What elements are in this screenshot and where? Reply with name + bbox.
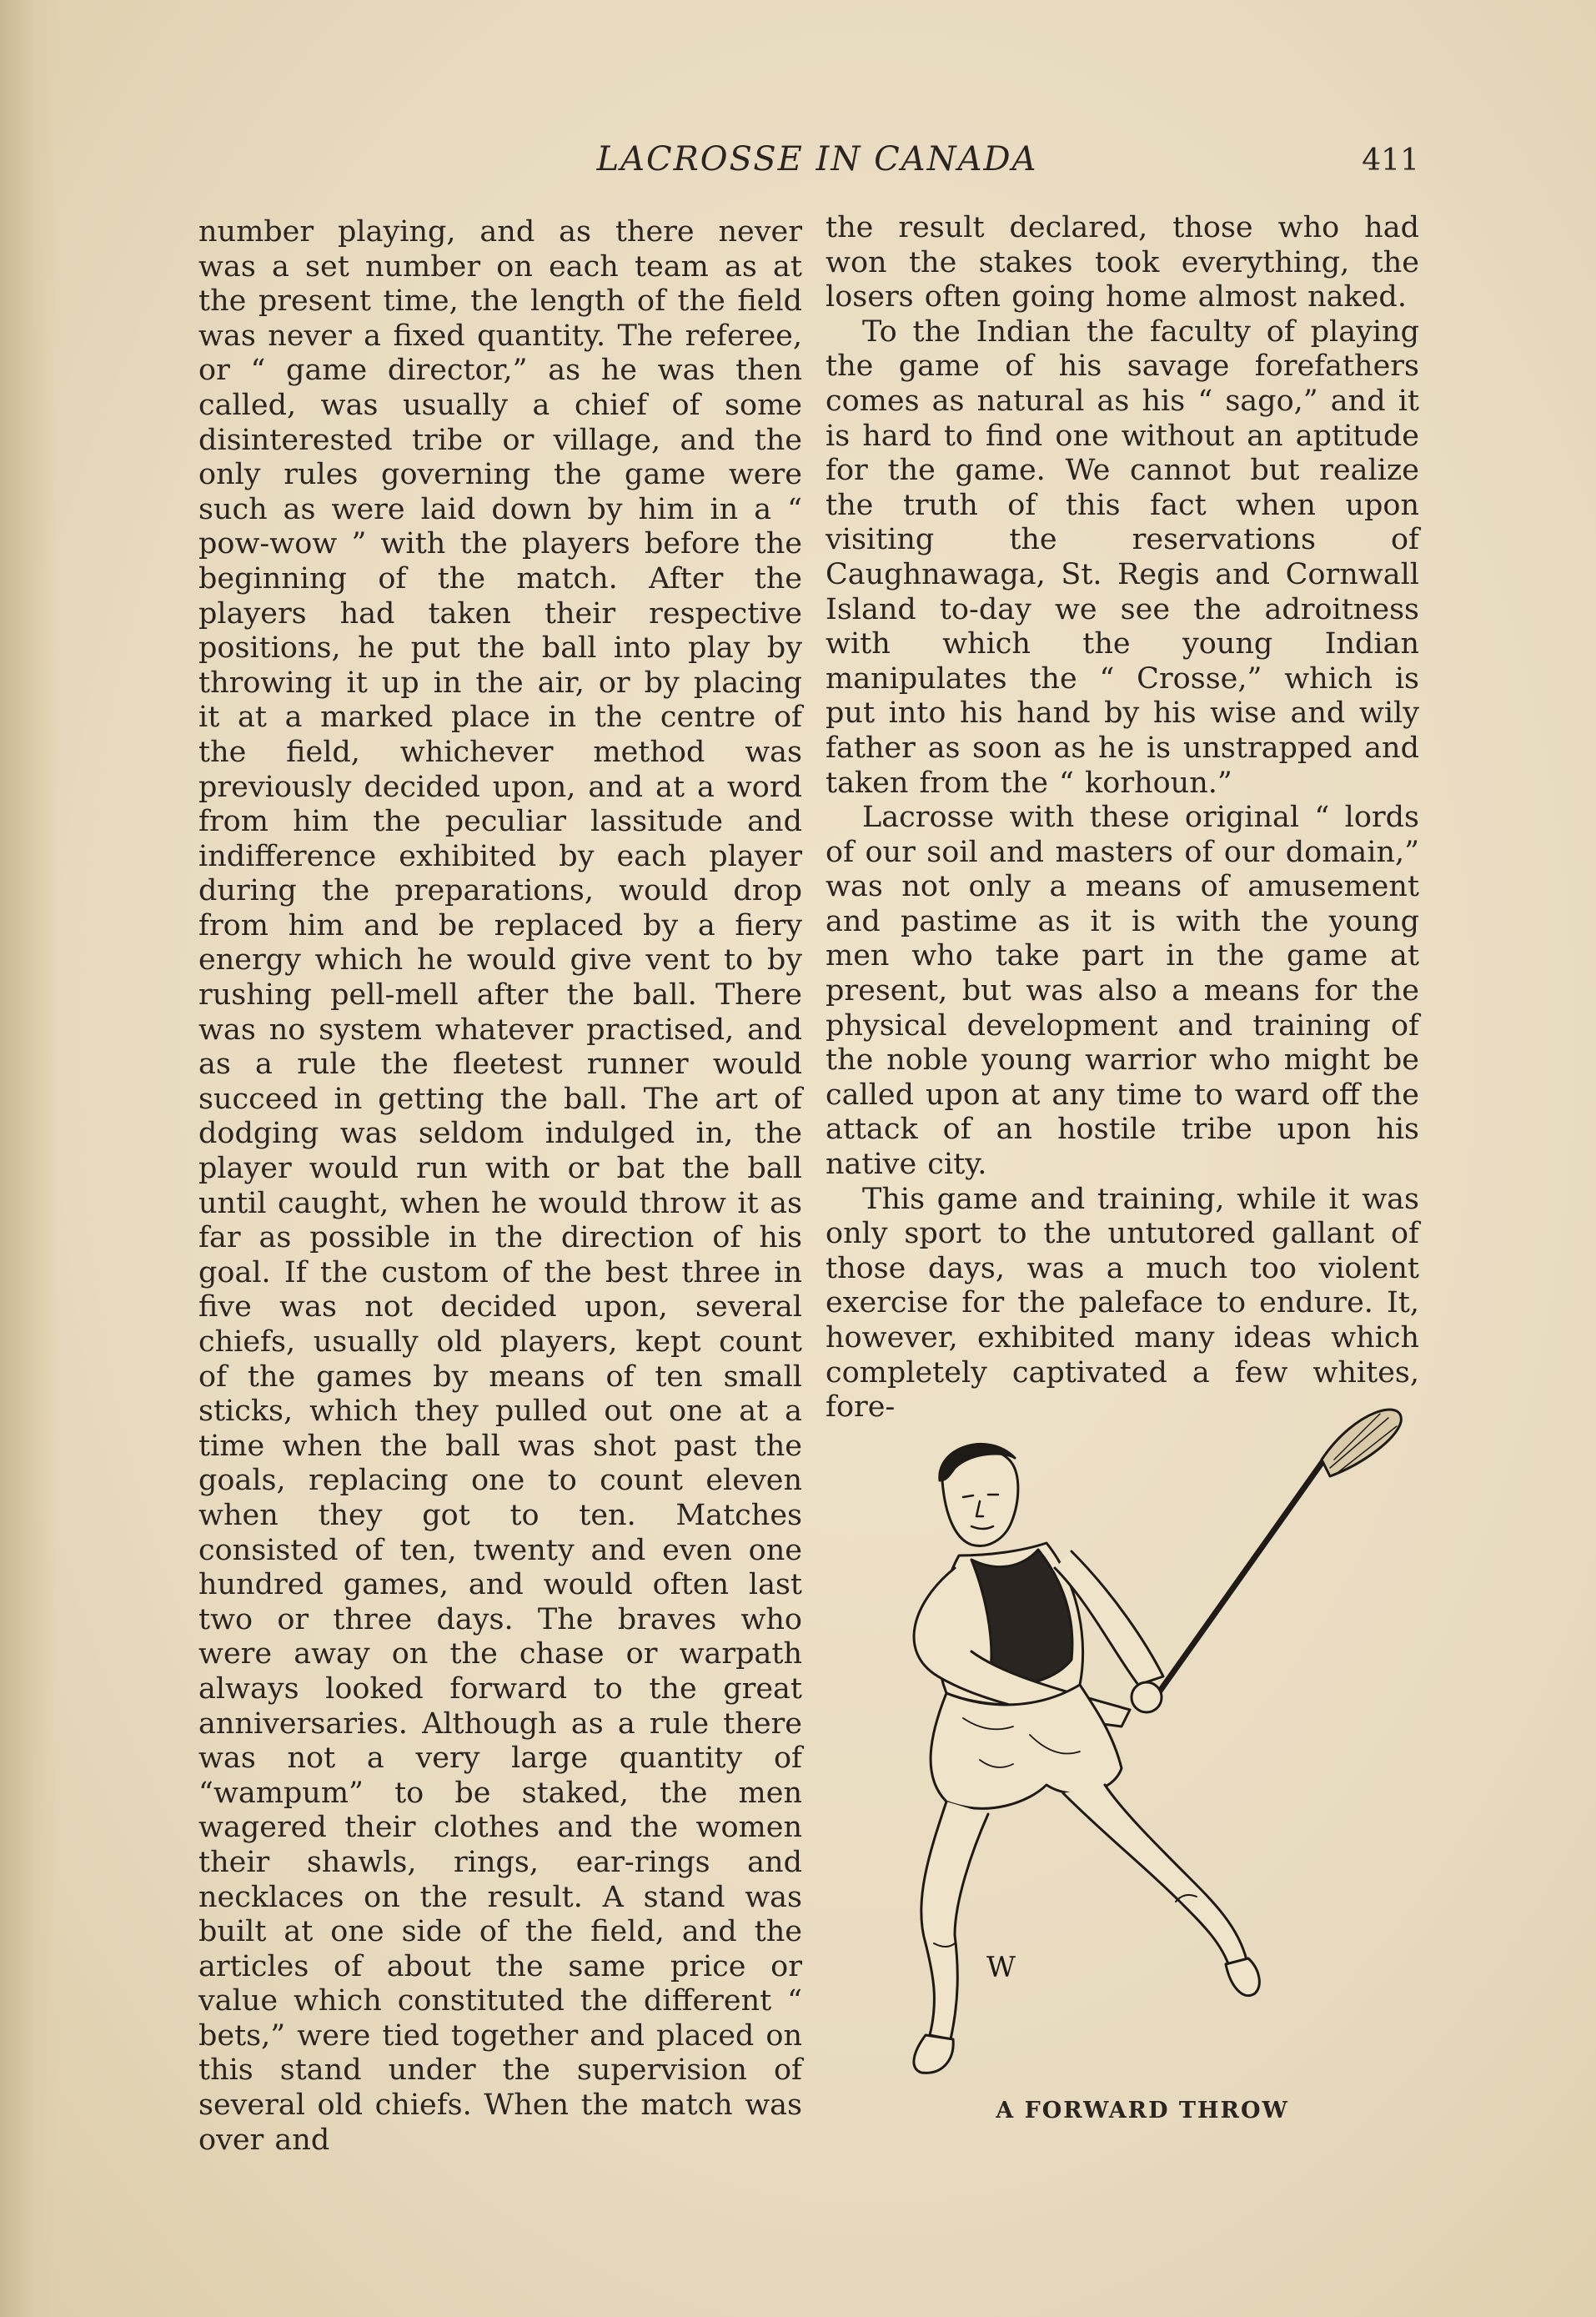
illustrator-monogram: W [986,1951,1016,1984]
right-paragraph-3: Lacrosse with these original “ lords of our soil and masters of our domain,” was not only a means of amusement and pastime as it is with the young men who take part in the game at present, but was also a means for the physical development and training of the noble young warrior who might be called upon at any time to ward off the attack of an hostile tribe upon his native city. [826,801,1419,1182]
right-column [826,211,1419,1425]
lacrosse-player-illustration [863,1401,1422,2093]
player-right-foot [1226,1958,1259,1996]
right-paragraph-4: This game and training, while it was only sport to the untutored gallant of those days, was a much too violent exercise for the paleface to endure. It, however, exhibited many ideas which completely captivated a few whites, fore- [826,1182,1419,1425]
right-paragraph-2: To the Indian the faculty of playing the game of his savage forefathers comes as natural as his “ sago,” and it is hard to find one without an aptitude for the game. We cannot but realize the truth of this fact when upon visiting the reservations of Caughnawaga, St. Regis and Cornwall Island to-day we see the adroitness with which the young Indian manipulates the “ Crosse,” which is put into his hand by his wise and wily father as soon as he is unstrapped and taken from the “ korhoun.” [826,314,1419,800]
lacrosse-stick-shaft [1147,1451,1330,1710]
right-paragraph-1: the result declared, those who had won the stakes took everything, the losers often going home almost naked. [826,211,1419,314]
player-right-leg [1063,1785,1247,1968]
left-column [198,215,802,2158]
player-left-foot [914,2035,953,2073]
page-gutter-shadow [0,0,58,2317]
left-paragraph-1: number playing, and as there never was a set number on each team as at the present time, the length of the field was never a fixed quantity. The referee, or “ game director,” as he was then called, was usually a chief of some disinterested tribe or village, and the only rules governing the game were such as were laid down by him in a “ pow-wow ” with the players before the beginning of the match. After the players had taken their respective positions, he put the ball into play by throwing it up in the air, or by placing it at a marked place in the centre of the field, whichever method was previously decided upon, and at a word from him the peculiar lassitude and indifference exhibited by each player during the preparations, would drop from him and be replaced by a fiery energy which he would give vent to by rushing pell-mell after the ball. There was no system whatever practised, and as a rule the fleetest runner would succeed in getting the ball. The art of dodging was seldom indulged in, the player would run with or bat the ball until caught, when he would throw it as far as possible in the direction of his goal. If the custom of the best three in five was not decided upon, several chiefs, usually old players, kept count of the games by means of ten small sticks, which they pulled out one at a time when the ball was shot past the goals, replacing one to count eleven when they got to ten. Matches consisted of ten, twenty and even one hundred games, and would often last two or three days. The braves who were away on the chase or warpath always looked forward to the great anniversaries. Although as a rule there was not a very large quantity of “wampum” to be staked, the men wagered their clothes and the women their shawls, rings, ear-rings and necklaces on the result. A stand was built at one side of the field, and the articles of about the same price or value which constituted the different “ bets,” were tied together and placed on this stand under the supervision of several old chiefs. When the match was over and [198,215,802,2157]
page-number: 411 [1362,143,1419,178]
player-left-leg [921,1802,988,2039]
player-hand [1132,1682,1162,1712]
lacrosse-stick-net [1322,1410,1401,1476]
figure-caption: A FORWARD THROW [996,2098,1289,2123]
running-title: LACROSSE IN CANADA [596,140,1038,178]
